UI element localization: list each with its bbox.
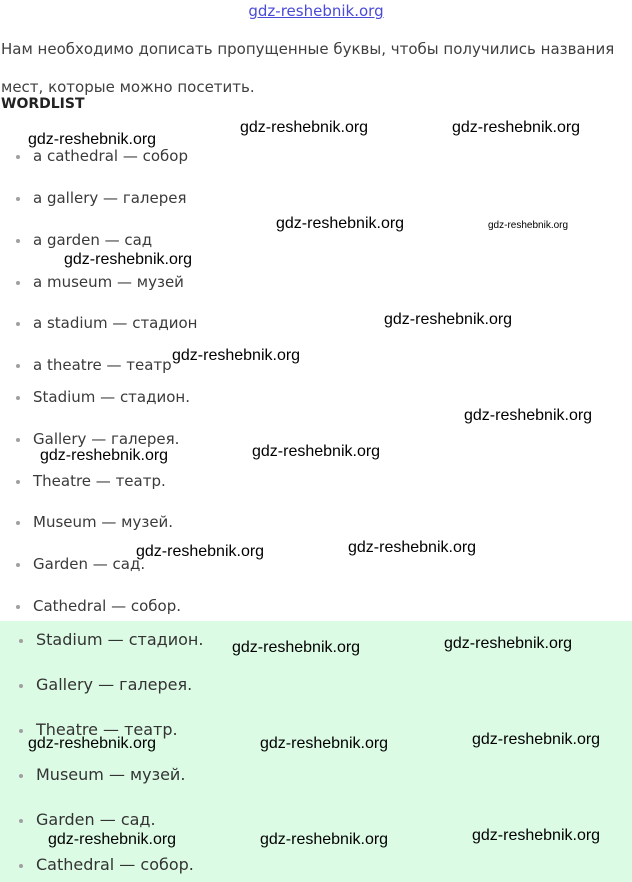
list-item-text: Gallery — галерея. — [33, 430, 180, 448]
bullet-icon — [16, 364, 20, 368]
list-item-text: Theatre — театр. — [33, 472, 166, 490]
list-item-text: Stadium — стадион. — [36, 630, 204, 649]
list-item — [16, 388, 190, 406]
bullet-icon — [19, 864, 23, 868]
header-watermark[interactable]: gdz-reshebnik.org — [248, 2, 384, 20]
watermark: gdz-reshebnik.org — [232, 639, 361, 656]
list-item — [16, 231, 152, 249]
watermark: gdz-reshebnik.org — [260, 831, 389, 848]
bullet-icon — [19, 819, 23, 823]
list-item — [19, 810, 156, 829]
list-item-text: Museum — музей. — [33, 513, 174, 531]
watermark: gdz-reshebnik.org — [488, 220, 569, 231]
list-item — [19, 855, 194, 874]
list-item-text: Garden — сад. — [33, 555, 146, 573]
watermark: gdz-reshebnik.org — [136, 543, 265, 560]
list-item-text: Stadium — стадион. — [33, 388, 190, 406]
intro-text: Нам необходимо дописать пропущенные буквы, чтобы получились названия мест, которые можно посетить. — [1, 40, 615, 96]
list-item — [19, 675, 192, 694]
watermark: gdz-reshebnik.org — [384, 311, 513, 328]
list-item — [16, 356, 172, 374]
watermark: gdz-reshebnik.org — [472, 827, 601, 844]
watermark: gdz-reshebnik.org — [252, 443, 381, 460]
bullet-icon — [19, 774, 23, 778]
watermark: gdz-reshebnik.org — [260, 735, 389, 752]
list-item-text: a gallery — галерея — [33, 189, 187, 207]
bullet-icon — [19, 684, 23, 688]
bullet-icon — [16, 605, 20, 609]
list-item — [16, 597, 181, 615]
list-item-text: a stadium — стадион — [33, 314, 198, 332]
list-item — [16, 189, 186, 207]
watermark: gdz-reshebnik.org — [172, 347, 301, 364]
list-item-text: Garden — сад. — [36, 810, 156, 829]
watermark: gdz-reshebnik.org — [40, 447, 169, 464]
watermark: gdz-reshebnik.org — [240, 119, 369, 136]
list-item-text: a garden — сад — [33, 231, 153, 249]
watermark: gdz-reshebnik.org — [348, 539, 477, 556]
list-item-text: Cathedral — собор. — [36, 855, 194, 874]
list-item-text: Theatre — театр. — [36, 720, 178, 739]
list-item — [16, 555, 145, 573]
list-item — [16, 430, 179, 448]
bullet-icon — [19, 729, 23, 733]
watermark: gdz-reshebnik.org — [472, 731, 601, 748]
list-item — [16, 273, 184, 291]
watermark: gdz-reshebnik.org — [28, 735, 157, 752]
list-item — [16, 147, 188, 165]
list-item — [16, 472, 166, 490]
watermark: gdz-reshebnik.org — [464, 407, 593, 424]
bullet-icon — [16, 521, 20, 525]
list-item-text: a museum — музей — [33, 273, 184, 291]
bullet-icon — [16, 563, 20, 567]
bullet-icon — [16, 438, 20, 442]
list-item — [16, 314, 197, 332]
list-item-text: Gallery — галерея. — [36, 675, 193, 694]
list-item — [19, 630, 203, 649]
list-item — [16, 513, 173, 531]
watermark: gdz-reshebnik.org — [48, 831, 177, 848]
bullet-icon — [16, 155, 20, 159]
watermark: gdz-reshebnik.org — [276, 215, 405, 232]
bullet-icon — [16, 480, 20, 484]
bullet-icon — [16, 396, 20, 400]
list-item-text: a cathedral — собор — [33, 147, 188, 165]
bullet-icon — [16, 322, 20, 326]
bullet-icon — [19, 639, 23, 643]
wordlist-title: WORDLIST — [1, 96, 85, 112]
list-item — [19, 765, 185, 784]
bullet-icon — [16, 197, 20, 201]
watermark: gdz-reshebnik.org — [28, 131, 157, 148]
watermark: gdz-reshebnik.org — [452, 119, 581, 136]
list-item-text: a theatre — театр — [33, 356, 172, 374]
bullet-icon — [16, 239, 20, 243]
list-item-text: Museum — музей. — [36, 765, 186, 784]
list-item-text: Cathedral — собор. — [33, 597, 182, 615]
bullet-icon — [16, 281, 20, 285]
watermark: gdz-reshebnik.org — [444, 635, 573, 652]
watermark: gdz-reshebnik.org — [64, 251, 193, 268]
